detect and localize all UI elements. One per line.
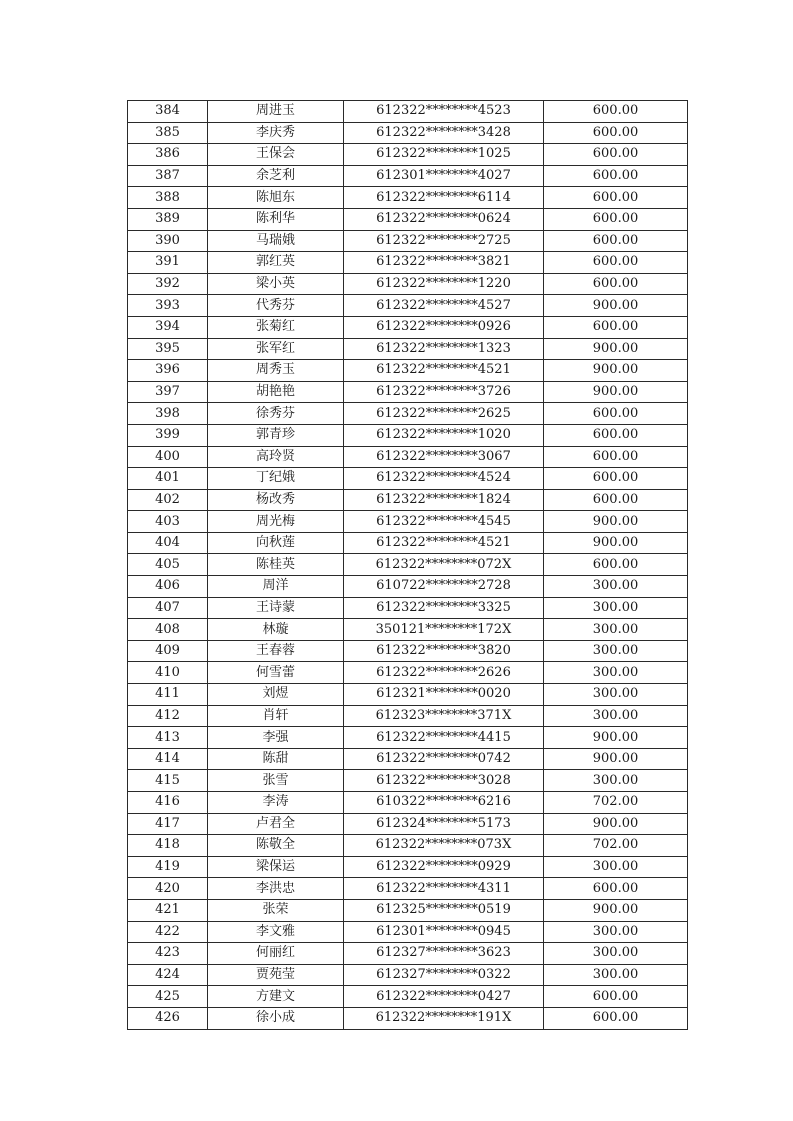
id-number-cell: 612322********3726 bbox=[344, 381, 544, 403]
amount-cell: 600.00 bbox=[544, 208, 688, 230]
id-number-cell: 612301********4027 bbox=[344, 165, 544, 187]
row-number-cell: 422 bbox=[128, 921, 208, 943]
row-number-cell: 410 bbox=[128, 662, 208, 684]
name-cell: 陈桂英 bbox=[208, 554, 344, 576]
name-cell: 王保会 bbox=[208, 144, 344, 166]
name-cell: 何丽红 bbox=[208, 943, 344, 965]
row-number-cell: 385 bbox=[128, 122, 208, 144]
table-row bbox=[128, 230, 688, 252]
id-number-cell: 612323********371X bbox=[344, 705, 544, 727]
row-number-cell: 421 bbox=[128, 899, 208, 921]
table-row bbox=[128, 899, 688, 921]
name-cell: 肖轩 bbox=[208, 705, 344, 727]
amount-cell: 600.00 bbox=[544, 878, 688, 900]
amount-cell: 900.00 bbox=[544, 748, 688, 770]
table-row bbox=[128, 705, 688, 727]
amount-cell: 300.00 bbox=[544, 640, 688, 662]
table-row bbox=[128, 165, 688, 187]
amount-cell: 600.00 bbox=[544, 122, 688, 144]
amount-cell: 702.00 bbox=[544, 792, 688, 814]
id-number-cell: 612322********1020 bbox=[344, 424, 544, 446]
id-number-cell: 612322********4521 bbox=[344, 532, 544, 554]
id-number-cell: 612322********0742 bbox=[344, 748, 544, 770]
table-row bbox=[128, 424, 688, 446]
id-number-cell: 612322********0926 bbox=[344, 316, 544, 338]
id-number-cell: 612322********1323 bbox=[344, 338, 544, 360]
amount-cell: 600.00 bbox=[544, 252, 688, 274]
table-row bbox=[128, 381, 688, 403]
amount-cell: 300.00 bbox=[544, 921, 688, 943]
row-number-cell: 391 bbox=[128, 252, 208, 274]
amount-cell: 600.00 bbox=[544, 273, 688, 295]
table-row bbox=[128, 964, 688, 986]
row-number-cell: 405 bbox=[128, 554, 208, 576]
name-cell: 陈敬全 bbox=[208, 835, 344, 857]
amount-cell: 600.00 bbox=[544, 165, 688, 187]
table-row bbox=[128, 468, 688, 490]
row-number-cell: 399 bbox=[128, 424, 208, 446]
table-row bbox=[128, 597, 688, 619]
name-cell: 梁保运 bbox=[208, 856, 344, 878]
amount-cell: 300.00 bbox=[544, 684, 688, 706]
name-cell: 张雪 bbox=[208, 770, 344, 792]
amount-cell: 600.00 bbox=[544, 986, 688, 1008]
name-cell: 丁纪娥 bbox=[208, 468, 344, 490]
id-number-cell: 612322********4311 bbox=[344, 878, 544, 900]
row-number-cell: 413 bbox=[128, 727, 208, 749]
table-row bbox=[128, 208, 688, 230]
name-cell: 陈旭东 bbox=[208, 187, 344, 209]
name-cell: 王春蓉 bbox=[208, 640, 344, 662]
name-cell: 李文雅 bbox=[208, 921, 344, 943]
name-cell: 方建文 bbox=[208, 986, 344, 1008]
table-row bbox=[128, 1007, 688, 1029]
id-number-cell: 612322********3028 bbox=[344, 770, 544, 792]
table-row bbox=[128, 295, 688, 317]
name-cell: 徐小成 bbox=[208, 1007, 344, 1029]
row-number-cell: 412 bbox=[128, 705, 208, 727]
row-number-cell: 406 bbox=[128, 576, 208, 598]
row-number-cell: 393 bbox=[128, 295, 208, 317]
amount-cell: 600.00 bbox=[544, 101, 688, 123]
name-cell: 王诗蒙 bbox=[208, 597, 344, 619]
id-number-cell: 612322********191X bbox=[344, 1007, 544, 1029]
id-number-cell: 612322********1824 bbox=[344, 489, 544, 511]
row-number-cell: 424 bbox=[128, 964, 208, 986]
name-cell: 林璇 bbox=[208, 619, 344, 641]
id-number-cell: 612322********4415 bbox=[344, 727, 544, 749]
amount-cell: 600.00 bbox=[544, 1007, 688, 1029]
amount-cell: 702.00 bbox=[544, 835, 688, 857]
name-cell: 梁小英 bbox=[208, 273, 344, 295]
amount-cell: 300.00 bbox=[544, 576, 688, 598]
id-number-cell: 612322********072X bbox=[344, 554, 544, 576]
amount-cell: 300.00 bbox=[544, 964, 688, 986]
id-number-cell: 612322********4545 bbox=[344, 511, 544, 533]
table-row bbox=[128, 252, 688, 274]
table-row bbox=[128, 144, 688, 166]
amount-cell: 600.00 bbox=[544, 554, 688, 576]
row-number-cell: 386 bbox=[128, 144, 208, 166]
name-cell: 余芝利 bbox=[208, 165, 344, 187]
name-cell: 杨改秀 bbox=[208, 489, 344, 511]
table-row bbox=[128, 619, 688, 641]
row-number-cell: 409 bbox=[128, 640, 208, 662]
id-number-cell: 612321********0020 bbox=[344, 684, 544, 706]
table-row bbox=[128, 532, 688, 554]
amount-cell: 600.00 bbox=[544, 316, 688, 338]
row-number-cell: 415 bbox=[128, 770, 208, 792]
id-number-cell: 612301********0945 bbox=[344, 921, 544, 943]
name-cell: 郭红英 bbox=[208, 252, 344, 274]
row-number-cell: 417 bbox=[128, 813, 208, 835]
id-number-cell: 612322********2725 bbox=[344, 230, 544, 252]
row-number-cell: 411 bbox=[128, 684, 208, 706]
amount-cell: 300.00 bbox=[544, 705, 688, 727]
id-number-cell: 612322********3821 bbox=[344, 252, 544, 274]
table-row bbox=[128, 943, 688, 965]
table-row bbox=[128, 835, 688, 857]
name-cell: 张荣 bbox=[208, 899, 344, 921]
row-number-cell: 423 bbox=[128, 943, 208, 965]
name-cell: 胡艳艳 bbox=[208, 381, 344, 403]
id-number-cell: 612325********0519 bbox=[344, 899, 544, 921]
amount-cell: 900.00 bbox=[544, 899, 688, 921]
amount-cell: 600.00 bbox=[544, 144, 688, 166]
row-number-cell: 397 bbox=[128, 381, 208, 403]
row-number-cell: 420 bbox=[128, 878, 208, 900]
name-cell: 陈甜 bbox=[208, 748, 344, 770]
table-row bbox=[128, 856, 688, 878]
id-number-cell: 610722********2728 bbox=[344, 576, 544, 598]
row-number-cell: 394 bbox=[128, 316, 208, 338]
amount-cell: 300.00 bbox=[544, 662, 688, 684]
id-number-cell: 612322********3820 bbox=[344, 640, 544, 662]
table-row bbox=[128, 878, 688, 900]
name-cell: 周秀玉 bbox=[208, 360, 344, 382]
table-row bbox=[128, 273, 688, 295]
row-number-cell: 402 bbox=[128, 489, 208, 511]
table-row bbox=[128, 684, 688, 706]
table-row bbox=[128, 338, 688, 360]
amount-cell: 600.00 bbox=[544, 489, 688, 511]
amount-cell: 300.00 bbox=[544, 856, 688, 878]
row-number-cell: 390 bbox=[128, 230, 208, 252]
row-number-cell: 426 bbox=[128, 1007, 208, 1029]
row-number-cell: 395 bbox=[128, 338, 208, 360]
row-number-cell: 414 bbox=[128, 748, 208, 770]
name-cell: 李洪忠 bbox=[208, 878, 344, 900]
id-number-cell: 612327********3623 bbox=[344, 943, 544, 965]
name-cell: 刘煜 bbox=[208, 684, 344, 706]
id-number-cell: 612322********073X bbox=[344, 835, 544, 857]
table-row bbox=[128, 403, 688, 425]
row-number-cell: 404 bbox=[128, 532, 208, 554]
name-cell: 李涛 bbox=[208, 792, 344, 814]
id-number-cell: 612324********5173 bbox=[344, 813, 544, 835]
amount-cell: 600.00 bbox=[544, 230, 688, 252]
table-row bbox=[128, 640, 688, 662]
table-row bbox=[128, 770, 688, 792]
table-row bbox=[128, 101, 688, 123]
name-cell: 郭青珍 bbox=[208, 424, 344, 446]
row-number-cell: 418 bbox=[128, 835, 208, 857]
id-number-cell: 612327********0322 bbox=[344, 964, 544, 986]
amount-cell: 600.00 bbox=[544, 187, 688, 209]
id-number-cell: 612322********1220 bbox=[344, 273, 544, 295]
name-cell: 马瑞娥 bbox=[208, 230, 344, 252]
id-number-cell: 350121********172X bbox=[344, 619, 544, 641]
name-cell: 李强 bbox=[208, 727, 344, 749]
row-number-cell: 401 bbox=[128, 468, 208, 490]
name-cell: 周光梅 bbox=[208, 511, 344, 533]
table-row bbox=[128, 748, 688, 770]
row-number-cell: 384 bbox=[128, 101, 208, 123]
name-cell: 徐秀芬 bbox=[208, 403, 344, 425]
name-cell: 周洋 bbox=[208, 576, 344, 598]
row-number-cell: 416 bbox=[128, 792, 208, 814]
name-cell: 向秋莲 bbox=[208, 532, 344, 554]
table-row bbox=[128, 792, 688, 814]
name-cell: 周进玉 bbox=[208, 101, 344, 123]
row-number-cell: 388 bbox=[128, 187, 208, 209]
amount-cell: 600.00 bbox=[544, 468, 688, 490]
id-number-cell: 612322********4521 bbox=[344, 360, 544, 382]
id-number-cell: 612322********1025 bbox=[344, 144, 544, 166]
amount-cell: 900.00 bbox=[544, 338, 688, 360]
row-number-cell: 389 bbox=[128, 208, 208, 230]
name-cell: 李庆秀 bbox=[208, 122, 344, 144]
id-number-cell: 612322********4527 bbox=[344, 295, 544, 317]
name-cell: 张菊红 bbox=[208, 316, 344, 338]
name-cell: 张军红 bbox=[208, 338, 344, 360]
amount-cell: 600.00 bbox=[544, 424, 688, 446]
table-row bbox=[128, 360, 688, 382]
amount-cell: 600.00 bbox=[544, 446, 688, 468]
amount-cell: 900.00 bbox=[544, 511, 688, 533]
id-number-cell: 612322********3325 bbox=[344, 597, 544, 619]
table-row bbox=[128, 727, 688, 749]
name-cell: 代秀芬 bbox=[208, 295, 344, 317]
amount-cell: 900.00 bbox=[544, 295, 688, 317]
id-number-cell: 612322********3428 bbox=[344, 122, 544, 144]
name-cell: 高玲贤 bbox=[208, 446, 344, 468]
table-row bbox=[128, 986, 688, 1008]
table-row bbox=[128, 446, 688, 468]
table-row bbox=[128, 813, 688, 835]
row-number-cell: 396 bbox=[128, 360, 208, 382]
roster-table bbox=[127, 100, 688, 1030]
id-number-cell: 612322********0929 bbox=[344, 856, 544, 878]
id-number-cell: 612322********0624 bbox=[344, 208, 544, 230]
table-row bbox=[128, 316, 688, 338]
row-number-cell: 403 bbox=[128, 511, 208, 533]
id-number-cell: 612322********4524 bbox=[344, 468, 544, 490]
row-number-cell: 407 bbox=[128, 597, 208, 619]
name-cell: 卢君全 bbox=[208, 813, 344, 835]
id-number-cell: 612322********3067 bbox=[344, 446, 544, 468]
name-cell: 陈利华 bbox=[208, 208, 344, 230]
id-number-cell: 612322********2626 bbox=[344, 662, 544, 684]
amount-cell: 900.00 bbox=[544, 813, 688, 835]
roster-table-body bbox=[128, 101, 688, 1030]
id-number-cell: 612322********0427 bbox=[344, 986, 544, 1008]
row-number-cell: 398 bbox=[128, 403, 208, 425]
row-number-cell: 387 bbox=[128, 165, 208, 187]
id-number-cell: 610322********6216 bbox=[344, 792, 544, 814]
table-row bbox=[128, 489, 688, 511]
row-number-cell: 425 bbox=[128, 986, 208, 1008]
table-row bbox=[128, 554, 688, 576]
table-row bbox=[128, 187, 688, 209]
table-row bbox=[128, 662, 688, 684]
row-number-cell: 400 bbox=[128, 446, 208, 468]
table-row bbox=[128, 122, 688, 144]
name-cell: 贾苑莹 bbox=[208, 964, 344, 986]
amount-cell: 900.00 bbox=[544, 381, 688, 403]
name-cell: 何雪蕾 bbox=[208, 662, 344, 684]
amount-cell: 300.00 bbox=[544, 619, 688, 641]
amount-cell: 300.00 bbox=[544, 770, 688, 792]
amount-cell: 900.00 bbox=[544, 532, 688, 554]
amount-cell: 900.00 bbox=[544, 727, 688, 749]
row-number-cell: 408 bbox=[128, 619, 208, 641]
amount-cell: 600.00 bbox=[544, 403, 688, 425]
amount-cell: 300.00 bbox=[544, 597, 688, 619]
table-row bbox=[128, 511, 688, 533]
table-row bbox=[128, 576, 688, 598]
table-row bbox=[128, 921, 688, 943]
id-number-cell: 612322********2625 bbox=[344, 403, 544, 425]
id-number-cell: 612322********4523 bbox=[344, 101, 544, 123]
id-number-cell: 612322********6114 bbox=[344, 187, 544, 209]
amount-cell: 900.00 bbox=[544, 360, 688, 382]
amount-cell: 300.00 bbox=[544, 943, 688, 965]
row-number-cell: 392 bbox=[128, 273, 208, 295]
row-number-cell: 419 bbox=[128, 856, 208, 878]
